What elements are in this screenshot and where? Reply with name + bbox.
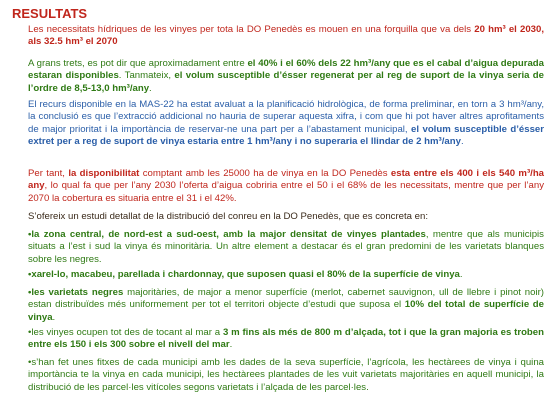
highlight: 20 hm³ el 2030, als 32.5 hm³ el 2070 (28, 24, 545, 48)
highlight: •les varietats negres (28, 287, 124, 298)
highlight: 3 m fins als més de 800 m d’alçada, tot i que la gran majoria es troben entre els 150 i els 300 sobre el nivell del mar (28, 327, 544, 351)
text: Les necessitats hídriques de les vinyes per tota la DO Penedès es mouen en una forquilla que va dels (28, 24, 475, 35)
bullet-municipal-cards: •s’han fet unes fitxes de cada municipi amb les dades de la seva superfície, l’agrícola, les hectàrees de vinya i quina importància te la vinya en cada municipi, les hectàrees plantades de les vuit varietats majoritàries en aquell municipi, la distribució de les parcel·les vitícoles segons varietats i l’alçada de les parcel·les. (28, 357, 544, 393)
section-title: RESULTATS (12, 6, 88, 21)
text: . Tanmateix, (118, 70, 175, 82)
highlight: el volum susceptible d’ésser regenerat per al reg de suport de la vinya seria de l’ordre de 8,5-13,0 hm³/any (28, 70, 544, 94)
highlight: la disponibilitat (68, 168, 140, 179)
text: . (52, 311, 56, 323)
text: . (149, 82, 152, 94)
paragraph-water-needs (28, 24, 544, 49)
text: majoritàries, de major a menor superfície (merlot, cabernet sauvignon, ull de llebre i pinot noir) estan distribuïdes més uniformement per tot el territori objecte d’estudi que suposa el (28, 287, 544, 311)
text: El recurs disponible en la MAS-22 ha estat avaluat a la planificació hidrològica, de forma preliminar, en torn a 3 hm³/any, la conclusió es que l’extracció addicional no hauria de superar aquesta xifra, i com que hi pot haver altres aprofitaments de major prioritat i la importància de reservar-ne una part per a l’abastament municipal, (28, 99, 544, 135)
text: •les vinyes ocupen tot des de tocant al mar a (28, 327, 223, 338)
paragraph-study-intro: S’ofereix un estudi detallat de la distribució del conreu en la DO Penedès, que es concreta en: (28, 211, 428, 222)
text: . (459, 269, 463, 280)
highlight: el 40% i el 60% dels 22 hm³/any que es el cabal d’aigua depurada estaran disponibles (28, 58, 544, 82)
bullet-central-zone (28, 229, 544, 266)
paragraph-availability (28, 168, 544, 205)
bullet-altitude (28, 327, 544, 352)
text: . (229, 339, 233, 351)
text: , lo qual fa que per l’any 2030 l’oferta d’aigua cobriria entre el 50 i el 68% de les necessitats, mentre que per l’any 2070 la cobertura es situaria entre el 31 i el 42%. (28, 180, 544, 204)
text: comptant amb les 25000 ha de vinya en la DO Penedès (139, 168, 391, 179)
bullet-red-varieties (28, 287, 544, 324)
text: Per tant, (28, 168, 69, 179)
paragraph-treated-water (28, 58, 544, 95)
paragraph-mas22 (28, 99, 544, 149)
highlight: esta entre els 400 i els 540 m³/ha any (28, 168, 545, 192)
text: A grans trets, es pot dir que aproximadament entre (28, 58, 248, 69)
highlight: •xarel-lo, macabeu, parellada i chardonnay, que suposen quasi el 80% de la superfície de vinya (28, 269, 460, 280)
highlight: •la zona central, de nord-est a sud-oest, amb la major densitat de vinyes plantades (28, 229, 426, 240)
highlight: 10% del total de superfície de vinya (28, 299, 544, 323)
text: , mentre que als municipis situats a l’est i sud la vinya és minoritària. Un altre element a destacar és el gran predomini de les varietats blanques sobre les negres. (28, 229, 544, 265)
bullet-white-varieties (28, 269, 544, 281)
highlight: el volum susceptible d’ésser extret per a reg de suport de vinya estaria entre 1 hm³/any i no superaria el llindar de 2 hm³/any (28, 123, 545, 148)
text: . (460, 136, 464, 148)
